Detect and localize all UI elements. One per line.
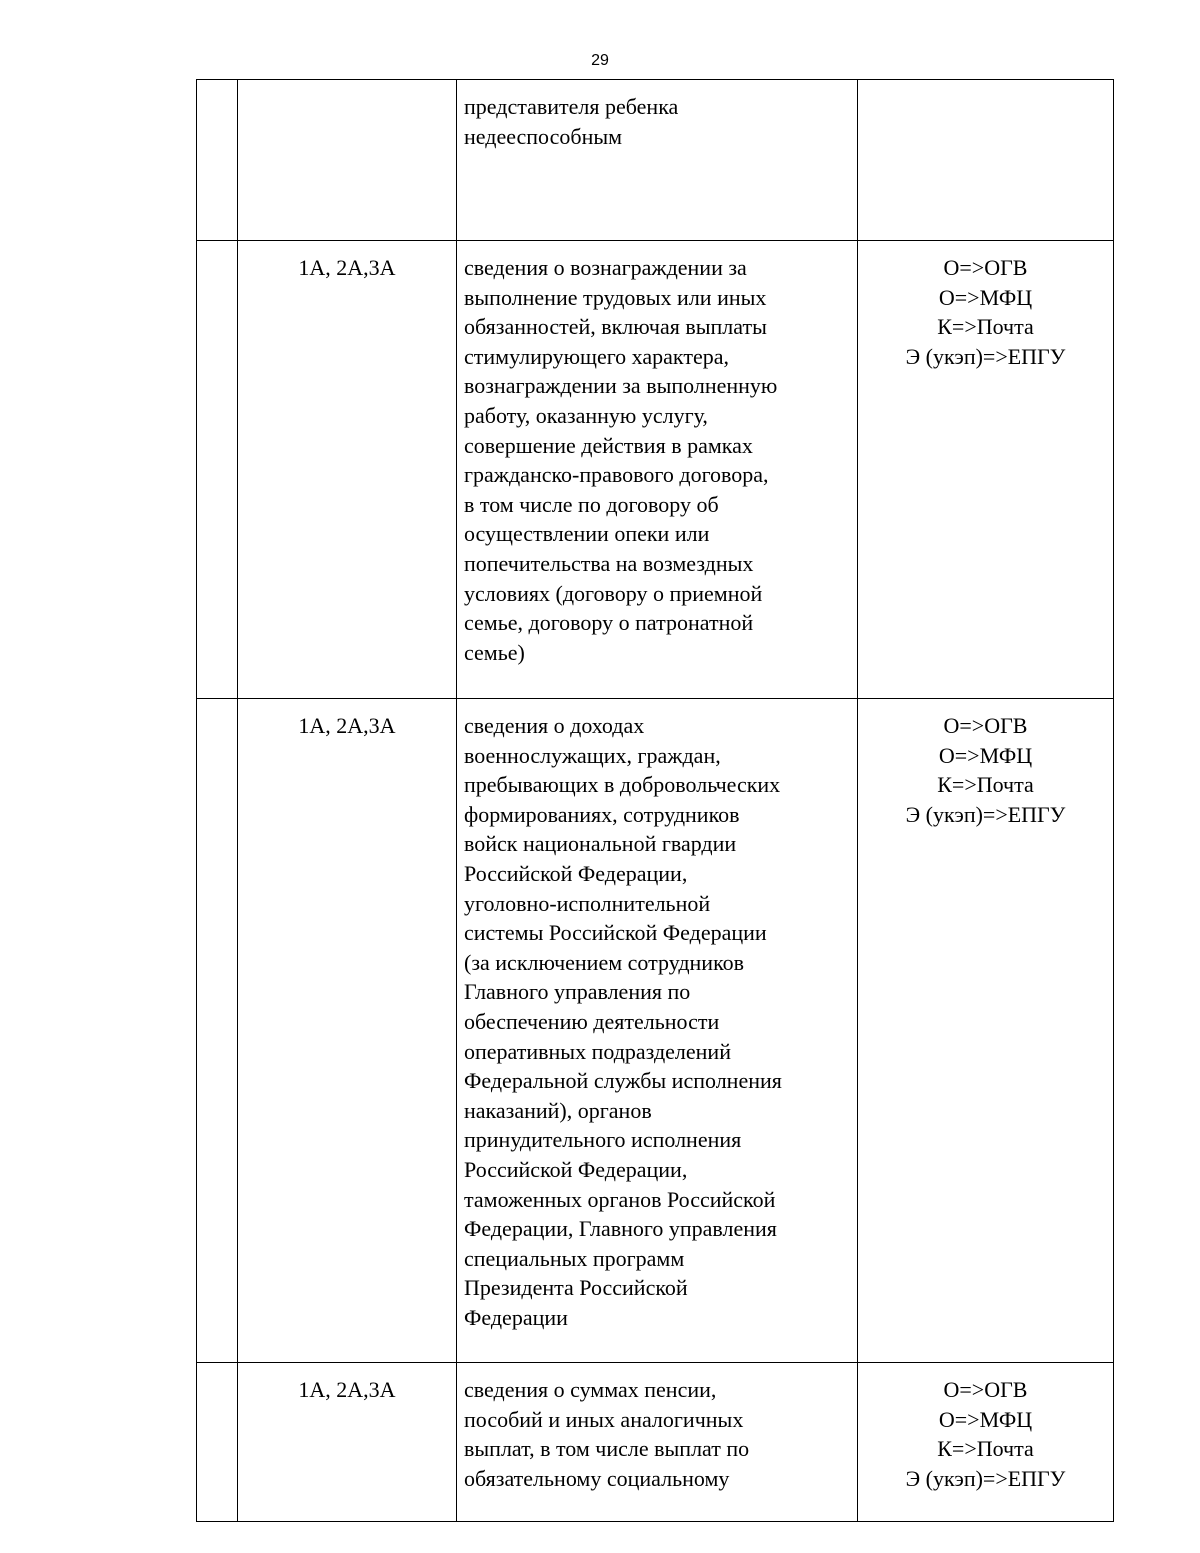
channels-cell xyxy=(858,241,1114,699)
channel-item: К=>Почта xyxy=(937,772,1034,798)
code-text: 1А, 2А,3А xyxy=(298,255,396,280)
table-row xyxy=(197,699,1114,1363)
table-row xyxy=(197,1363,1114,1522)
code-cell xyxy=(238,699,457,1363)
channel-item: К=>Почта xyxy=(937,1436,1034,1462)
row-index-cell xyxy=(197,241,238,699)
code-cell xyxy=(238,80,457,241)
description-text: сведения о суммах пенсии, пособий и иных аналогичных выплат, в том числе выплат по обязательному социальному xyxy=(464,1377,750,1491)
channel-item: О=>ОГВ xyxy=(943,1377,1028,1402)
channel-item: Э (укэп)=>ЕПГУ xyxy=(905,801,1066,827)
channel-item: К=>Почта xyxy=(937,314,1034,340)
description-cell xyxy=(457,241,858,699)
description-cell xyxy=(457,80,858,241)
table-row xyxy=(197,241,1114,699)
code-text xyxy=(238,80,456,92)
channel-item: О=>ОГВ xyxy=(943,255,1028,280)
channel-item: О=>МФЦ xyxy=(938,284,1033,310)
channel-item: О=>ОГВ xyxy=(943,713,1028,738)
table-row xyxy=(197,80,1114,241)
description-text: представителя ребенка недееспособным xyxy=(464,94,679,149)
page-number: 29 xyxy=(591,52,609,69)
channels-cell xyxy=(858,80,1114,241)
code-text: 1А, 2А,3А xyxy=(298,1377,396,1402)
channels-cell xyxy=(858,1363,1114,1522)
code-cell xyxy=(238,1363,457,1522)
description-cell xyxy=(457,699,858,1363)
row-index-cell xyxy=(197,80,238,241)
channel-item: Э (укэп)=>ЕПГУ xyxy=(905,343,1066,369)
document-table xyxy=(196,79,1114,1522)
row-index-cell xyxy=(197,1363,238,1522)
description-text: сведения о вознаграждении за выполнение трудовых или иных обязанностей, включая выплаты стимулирующего характера, вознаграждении за выполненную работу, оказанную услугу, совершение действия в рамках гражданско-правового договора, в том числе по договору об осуществлении опеки или попечительства на возмездных условиях (договору о приемной семье, договору о патронатной семье) xyxy=(464,255,778,665)
code-cell xyxy=(238,241,457,699)
channel-item: О=>МФЦ xyxy=(938,1406,1033,1432)
code-text: 1А, 2А,3А xyxy=(298,713,396,738)
row-index-cell xyxy=(197,699,238,1363)
channels-cell xyxy=(858,699,1114,1363)
channel-item: О=>МФЦ xyxy=(938,742,1033,768)
channel-item: Э (укэп)=>ЕПГУ xyxy=(905,1465,1066,1491)
description-cell xyxy=(457,1363,858,1522)
description-text: сведения о доходах военнослужащих, граждан, пребывающих в добровольческих формированиях, сотрудников войск национальной гвардии Российской Федерации, уголовно-исполнительной системы Российской Федерации (за исключением сотрудников Главного управления по обеспечению деятельности оперативных подразделений Федеральной службы исполнения наказаний), органов принудительного исполнения Российской Федерации, таможенных органов Российской Федерации, Главного управления специальных программ Президента Российской Федерации xyxy=(464,713,782,1330)
